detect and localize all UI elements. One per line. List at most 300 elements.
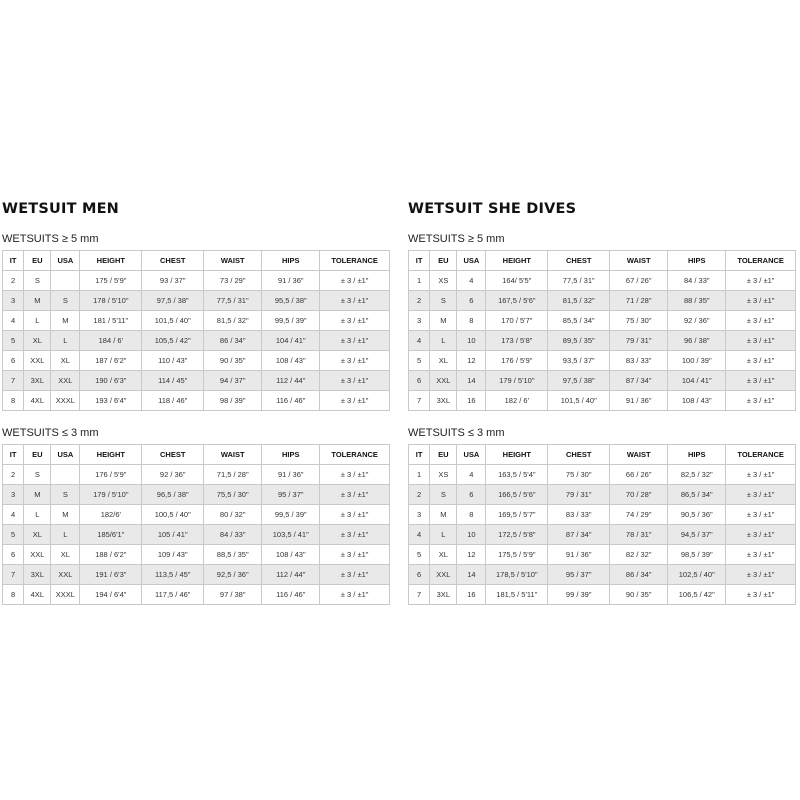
column-header-waist: WAIST xyxy=(204,445,262,465)
cell-usa: L xyxy=(51,525,80,545)
cell-it: 3 xyxy=(409,505,430,525)
cell-tolerance: ± 3 / ±1" xyxy=(726,291,796,311)
column-header-hips: HIPS xyxy=(668,445,726,465)
cell-chest: 113,5 / 45" xyxy=(142,565,204,585)
table-row xyxy=(409,371,796,391)
column-header-tolerance: TOLERANCE xyxy=(726,445,796,465)
column-header-waist: WAIST xyxy=(204,251,262,271)
cell-it: 5 xyxy=(409,545,430,565)
cell-tolerance: ± 3 / ±1" xyxy=(320,371,390,391)
cell-it: 8 xyxy=(3,585,24,605)
cell-hips: 91 / 36" xyxy=(262,271,320,291)
cell-chest: 97,5 / 38" xyxy=(548,371,610,391)
cell-usa: 4 xyxy=(457,271,486,291)
cell-hips: 104 / 41" xyxy=(262,331,320,351)
cell-waist: 86 / 34" xyxy=(204,331,262,351)
cell-it: 4 xyxy=(3,311,24,331)
size-table xyxy=(408,444,796,605)
table-row xyxy=(3,351,390,371)
cell-height: 169,5 / 5'7" xyxy=(486,505,548,525)
cell-height: 190 / 6'3" xyxy=(80,371,142,391)
cell-tolerance: ± 3 / ±1" xyxy=(726,545,796,565)
cell-hips: 116 / 46" xyxy=(262,391,320,411)
cell-usa: S xyxy=(51,485,80,505)
cell-waist: 66 / 26" xyxy=(610,465,668,485)
cell-chest: 114 / 45" xyxy=(142,371,204,391)
column-header-height: HEIGHT xyxy=(80,251,142,271)
cell-it: 2 xyxy=(3,271,24,291)
cell-usa: M xyxy=(51,505,80,525)
cell-eu: M xyxy=(430,505,457,525)
column-header-it: IT xyxy=(3,251,24,271)
table-row xyxy=(409,505,796,525)
cell-waist: 84 / 33" xyxy=(204,525,262,545)
cell-chest: 89,5 / 35" xyxy=(548,331,610,351)
cell-eu: XS xyxy=(430,465,457,485)
cell-usa: 6 xyxy=(457,291,486,311)
men-size-chart xyxy=(2,198,390,599)
cell-tolerance: ± 3 / ±1" xyxy=(320,565,390,585)
cell-chest: 105,5 / 42" xyxy=(142,331,204,351)
cell-height: 176 / 5'9" xyxy=(486,351,548,371)
cell-usa: 12 xyxy=(457,351,486,371)
column-header-height: HEIGHT xyxy=(486,445,548,465)
cell-height: 179 / 5'10" xyxy=(486,371,548,391)
table-row xyxy=(409,271,796,291)
cell-eu: XL xyxy=(430,351,457,371)
cell-tolerance: ± 3 / ±1" xyxy=(726,311,796,331)
column-header-waist: WAIST xyxy=(610,445,668,465)
cell-hips: 106,5 / 42" xyxy=(668,585,726,605)
column-header-chest: CHEST xyxy=(142,445,204,465)
cell-it: 4 xyxy=(409,525,430,545)
cell-it: 5 xyxy=(3,525,24,545)
cell-tolerance: ± 3 / ±1" xyxy=(726,585,796,605)
cell-it: 3 xyxy=(3,485,24,505)
cell-eu: XXL xyxy=(430,565,457,585)
cell-tolerance: ± 3 / ±1" xyxy=(726,525,796,545)
table-row xyxy=(409,291,796,311)
men-block-3mm xyxy=(2,426,390,605)
cell-hips: 96 / 38" xyxy=(668,331,726,351)
column-header-usa: USA xyxy=(457,445,486,465)
cell-tolerance: ± 3 / ±1" xyxy=(320,291,390,311)
cell-waist: 73 / 29" xyxy=(204,271,262,291)
cell-eu: XS xyxy=(430,271,457,291)
cell-chest: 96,5 / 38" xyxy=(142,485,204,505)
cell-eu: XL xyxy=(24,331,51,351)
cell-it: 7 xyxy=(409,585,430,605)
cell-usa: XXL xyxy=(51,565,80,585)
cell-it: 6 xyxy=(409,565,430,585)
cell-it: 7 xyxy=(3,371,24,391)
cell-usa: XXXL xyxy=(51,585,80,605)
column-header-eu: EU xyxy=(24,445,51,465)
cell-height: 178 / 5'10" xyxy=(80,291,142,311)
cell-it: 4 xyxy=(409,331,430,351)
cell-chest: 97,5 / 38" xyxy=(142,291,204,311)
cell-hips: 94,5 / 37" xyxy=(668,525,726,545)
cell-hips: 98,5 / 39" xyxy=(668,545,726,565)
column-header-tolerance: TOLERANCE xyxy=(320,251,390,271)
cell-it: 8 xyxy=(3,391,24,411)
cell-waist: 80 / 32" xyxy=(204,505,262,525)
cell-usa: 8 xyxy=(457,311,486,331)
table-row xyxy=(3,585,390,605)
column-header-it: IT xyxy=(3,445,24,465)
block-title: WETSUITS ≥ 5 mm xyxy=(2,233,99,245)
cell-usa: 16 xyxy=(457,391,486,411)
cell-height: 175 / 5'9" xyxy=(80,271,142,291)
cell-it: 7 xyxy=(3,565,24,585)
cell-tolerance: ± 3 / ±1" xyxy=(320,311,390,331)
table-row xyxy=(3,485,390,505)
cell-hips: 108 / 43" xyxy=(668,391,726,411)
cell-chest: 101,5 / 40" xyxy=(548,391,610,411)
cell-waist: 98 / 39" xyxy=(204,391,262,411)
cell-hips: 82,5 / 32" xyxy=(668,465,726,485)
cell-it: 3 xyxy=(3,291,24,311)
cell-tolerance: ± 3 / ±1" xyxy=(320,351,390,371)
cell-chest: 85,5 / 34" xyxy=(548,311,610,331)
table-row xyxy=(409,465,796,485)
cell-hips: 95,5 / 38" xyxy=(262,291,320,311)
cell-usa: XL xyxy=(51,351,80,371)
column-header-height: HEIGHT xyxy=(80,445,142,465)
cell-it: 5 xyxy=(409,351,430,371)
cell-eu: XL xyxy=(430,545,457,565)
cell-chest: 93 / 37" xyxy=(142,271,204,291)
cell-height: 182 / 6' xyxy=(486,391,548,411)
column-header-waist: WAIST xyxy=(610,251,668,271)
cell-chest: 117,5 / 46" xyxy=(142,585,204,605)
cell-hips: 100 / 39" xyxy=(668,351,726,371)
cell-usa: L xyxy=(51,331,80,351)
cell-tolerance: ± 3 / ±1" xyxy=(320,505,390,525)
cell-usa: XXL xyxy=(51,371,80,391)
section-title-women: WETSUIT SHE DIVES xyxy=(408,201,577,217)
table-row xyxy=(3,271,390,291)
cell-usa xyxy=(51,271,80,291)
cell-height: 170 / 5'7" xyxy=(486,311,548,331)
cell-usa: 10 xyxy=(457,331,486,351)
cell-eu: L xyxy=(430,331,457,351)
table-header-row xyxy=(409,251,796,271)
cell-chest: 79 / 31" xyxy=(548,485,610,505)
column-header-hips: HIPS xyxy=(262,445,320,465)
cell-eu: S xyxy=(430,485,457,505)
cell-it: 2 xyxy=(3,465,24,485)
cell-usa: XXXL xyxy=(51,391,80,411)
table-row xyxy=(3,391,390,411)
cell-usa: 10 xyxy=(457,525,486,545)
cell-tolerance: ± 3 / ±1" xyxy=(320,271,390,291)
cell-height: 193 / 6'4" xyxy=(80,391,142,411)
cell-eu: S xyxy=(24,271,51,291)
table-row xyxy=(3,311,390,331)
cell-tolerance: ± 3 / ±1" xyxy=(726,391,796,411)
cell-chest: 91 / 36" xyxy=(548,545,610,565)
block-title: WETSUITS ≤ 3 mm xyxy=(2,427,99,439)
column-header-hips: HIPS xyxy=(668,251,726,271)
cell-chest: 110 / 43" xyxy=(142,351,204,371)
cell-usa: 14 xyxy=(457,565,486,585)
size-table xyxy=(408,250,796,411)
table-row xyxy=(3,465,390,485)
cell-eu: 3XL xyxy=(430,585,457,605)
cell-waist: 75,5 / 30" xyxy=(204,485,262,505)
cell-usa xyxy=(51,465,80,485)
cell-eu: XL xyxy=(24,525,51,545)
column-header-chest: CHEST xyxy=(548,445,610,465)
cell-height: 188 / 6'2" xyxy=(80,545,142,565)
cell-eu: 3XL xyxy=(24,371,51,391)
cell-it: 6 xyxy=(3,545,24,565)
cell-it: 3 xyxy=(409,311,430,331)
cell-tolerance: ± 3 / ±1" xyxy=(726,565,796,585)
cell-eu: 3XL xyxy=(430,391,457,411)
cell-waist: 91 / 36" xyxy=(610,391,668,411)
table-header-row xyxy=(3,445,390,465)
cell-tolerance: ± 3 / ±1" xyxy=(726,505,796,525)
cell-chest: 83 / 33" xyxy=(548,505,610,525)
cell-waist: 88,5 / 35" xyxy=(204,545,262,565)
cell-height: 167,5 / 5'6" xyxy=(486,291,548,311)
cell-chest: 87 / 34" xyxy=(548,525,610,545)
cell-height: 194 / 6'4" xyxy=(80,585,142,605)
cell-eu: M xyxy=(24,485,51,505)
cell-tolerance: ± 3 / ±1" xyxy=(726,465,796,485)
table-row xyxy=(409,565,796,585)
cell-eu: S xyxy=(24,465,51,485)
cell-tolerance: ± 3 / ±1" xyxy=(320,485,390,505)
cell-height: 181,5 / 5'11" xyxy=(486,585,548,605)
cell-hips: 90,5 / 36" xyxy=(668,505,726,525)
column-header-hips: HIPS xyxy=(262,251,320,271)
cell-eu: 3XL xyxy=(24,565,51,585)
cell-waist: 86 / 34" xyxy=(610,565,668,585)
cell-hips: 99,5 / 39" xyxy=(262,505,320,525)
cell-tolerance: ± 3 / ±1" xyxy=(726,331,796,351)
cell-chest: 100,5 / 40" xyxy=(142,505,204,525)
cell-usa: S xyxy=(51,291,80,311)
cell-waist: 70 / 28" xyxy=(610,485,668,505)
cell-it: 6 xyxy=(3,351,24,371)
column-header-it: IT xyxy=(409,445,430,465)
cell-chest: 95 / 37" xyxy=(548,565,610,585)
cell-eu: M xyxy=(24,291,51,311)
column-header-eu: EU xyxy=(430,445,457,465)
table-row xyxy=(3,565,390,585)
table-row xyxy=(3,331,390,351)
cell-height: 172,5 / 5'8" xyxy=(486,525,548,545)
cell-waist: 83 / 33" xyxy=(610,351,668,371)
women-size-chart xyxy=(408,198,796,599)
cell-chest: 99 / 39" xyxy=(548,585,610,605)
cell-chest: 93,5 / 37" xyxy=(548,351,610,371)
cell-tolerance: ± 3 / ±1" xyxy=(726,351,796,371)
cell-height: 182/6' xyxy=(80,505,142,525)
table-row xyxy=(409,545,796,565)
table-row xyxy=(409,351,796,371)
cell-waist: 71,5 / 28" xyxy=(204,465,262,485)
column-header-eu: EU xyxy=(24,251,51,271)
cell-height: 176 / 5'9" xyxy=(80,465,142,485)
cell-chest: 118 / 46" xyxy=(142,391,204,411)
cell-height: 173 / 5'8" xyxy=(486,331,548,351)
column-header-tolerance: TOLERANCE xyxy=(320,445,390,465)
cell-chest: 81,5 / 32" xyxy=(548,291,610,311)
cell-waist: 81,5 / 32" xyxy=(204,311,262,331)
cell-eu: XXL xyxy=(24,545,51,565)
men-block-5mm xyxy=(2,232,390,411)
cell-eu: L xyxy=(24,505,51,525)
cell-eu: 4XL xyxy=(24,391,51,411)
women-block-3mm xyxy=(408,426,796,605)
cell-waist: 97 / 38" xyxy=(204,585,262,605)
cell-hips: 108 / 43" xyxy=(262,545,320,565)
cell-it: 1 xyxy=(409,465,430,485)
cell-tolerance: ± 3 / ±1" xyxy=(726,271,796,291)
block-title: WETSUITS ≥ 5 mm xyxy=(408,233,505,245)
cell-height: 163,5 / 5'4" xyxy=(486,465,548,485)
table-row xyxy=(3,505,390,525)
cell-tolerance: ± 3 / ±1" xyxy=(726,371,796,391)
cell-usa: 16 xyxy=(457,585,486,605)
size-table xyxy=(2,444,390,605)
table-row xyxy=(3,525,390,545)
cell-eu: L xyxy=(430,525,457,545)
cell-waist: 92,5 / 36" xyxy=(204,565,262,585)
cell-height: 185/6'1" xyxy=(80,525,142,545)
cell-eu: XXL xyxy=(430,371,457,391)
column-header-usa: USA xyxy=(51,251,80,271)
cell-hips: 91 / 36" xyxy=(262,465,320,485)
cell-chest: 75 / 30" xyxy=(548,465,610,485)
cell-height: 179 / 5'10" xyxy=(80,485,142,505)
cell-chest: 105 / 41" xyxy=(142,525,204,545)
cell-usa: 14 xyxy=(457,371,486,391)
cell-hips: 95 / 37" xyxy=(262,485,320,505)
cell-eu: 4XL xyxy=(24,585,51,605)
column-header-it: IT xyxy=(409,251,430,271)
cell-usa: XL xyxy=(51,545,80,565)
cell-waist: 77,5 / 31" xyxy=(204,291,262,311)
cell-it: 5 xyxy=(3,331,24,351)
cell-chest: 109 / 43" xyxy=(142,545,204,565)
cell-hips: 112 / 44" xyxy=(262,371,320,391)
column-header-eu: EU xyxy=(430,251,457,271)
cell-height: 178,5 / 5'10" xyxy=(486,565,548,585)
cell-eu: S xyxy=(430,291,457,311)
column-header-usa: USA xyxy=(457,251,486,271)
cell-waist: 75 / 30" xyxy=(610,311,668,331)
cell-hips: 92 / 36" xyxy=(668,311,726,331)
cell-chest: 77,5 / 31" xyxy=(548,271,610,291)
cell-waist: 90 / 35" xyxy=(204,351,262,371)
table-row xyxy=(3,291,390,311)
cell-height: 187 / 6'2" xyxy=(80,351,142,371)
cell-tolerance: ± 3 / ±1" xyxy=(320,331,390,351)
cell-hips: 104 / 41" xyxy=(668,371,726,391)
cell-chest: 101,5 / 40" xyxy=(142,311,204,331)
cell-waist: 71 / 28" xyxy=(610,291,668,311)
cell-height: 191 / 6'3" xyxy=(80,565,142,585)
section-title-men: WETSUIT MEN xyxy=(2,201,120,217)
cell-hips: 108 / 43" xyxy=(262,351,320,371)
cell-waist: 78 / 31" xyxy=(610,525,668,545)
cell-it: 7 xyxy=(409,391,430,411)
cell-height: 184 / 6' xyxy=(80,331,142,351)
size-table xyxy=(2,250,390,411)
cell-it: 2 xyxy=(409,291,430,311)
cell-tolerance: ± 3 / ±1" xyxy=(320,525,390,545)
table-row xyxy=(409,525,796,545)
table-row xyxy=(409,311,796,331)
cell-it: 1 xyxy=(409,271,430,291)
column-header-chest: CHEST xyxy=(142,251,204,271)
cell-waist: 67 / 26" xyxy=(610,271,668,291)
cell-waist: 79 / 31" xyxy=(610,331,668,351)
table-row xyxy=(409,391,796,411)
table-row xyxy=(3,545,390,565)
cell-tolerance: ± 3 / ±1" xyxy=(320,545,390,565)
cell-eu: L xyxy=(24,311,51,331)
cell-usa: M xyxy=(51,311,80,331)
cell-it: 4 xyxy=(3,505,24,525)
cell-it: 2 xyxy=(409,485,430,505)
cell-hips: 88 / 35" xyxy=(668,291,726,311)
cell-height: 164/ 5'5" xyxy=(486,271,548,291)
cell-hips: 116 / 46" xyxy=(262,585,320,605)
column-header-usa: USA xyxy=(51,445,80,465)
cell-height: 175,5 / 5'9" xyxy=(486,545,548,565)
cell-usa: 4 xyxy=(457,465,486,485)
table-row xyxy=(3,371,390,391)
table-header-row xyxy=(409,445,796,465)
table-header-row xyxy=(3,251,390,271)
column-header-height: HEIGHT xyxy=(486,251,548,271)
cell-usa: 6 xyxy=(457,485,486,505)
cell-hips: 84 / 33" xyxy=(668,271,726,291)
cell-hips: 112 / 44" xyxy=(262,565,320,585)
cell-it: 6 xyxy=(409,371,430,391)
block-title: WETSUITS ≤ 3 mm xyxy=(408,427,505,439)
cell-usa: 8 xyxy=(457,505,486,525)
cell-eu: XXL xyxy=(24,351,51,371)
cell-tolerance: ± 3 / ±1" xyxy=(320,465,390,485)
cell-tolerance: ± 3 / ±1" xyxy=(320,391,390,411)
women-block-5mm xyxy=(408,232,796,411)
column-header-chest: CHEST xyxy=(548,251,610,271)
cell-usa: 12 xyxy=(457,545,486,565)
table-row xyxy=(409,331,796,351)
cell-hips: 103,5 / 41" xyxy=(262,525,320,545)
cell-tolerance: ± 3 / ±1" xyxy=(320,585,390,605)
cell-tolerance: ± 3 / ±1" xyxy=(726,485,796,505)
table-row xyxy=(409,585,796,605)
cell-waist: 74 / 29" xyxy=(610,505,668,525)
cell-eu: M xyxy=(430,311,457,331)
cell-waist: 94 / 37" xyxy=(204,371,262,391)
cell-hips: 86,5 / 34" xyxy=(668,485,726,505)
table-row xyxy=(409,485,796,505)
cell-height: 181 / 5'11" xyxy=(80,311,142,331)
cell-waist: 87 / 34" xyxy=(610,371,668,391)
column-header-tolerance: TOLERANCE xyxy=(726,251,796,271)
cell-chest: 92 / 36" xyxy=(142,465,204,485)
cell-hips: 99,5 / 39" xyxy=(262,311,320,331)
